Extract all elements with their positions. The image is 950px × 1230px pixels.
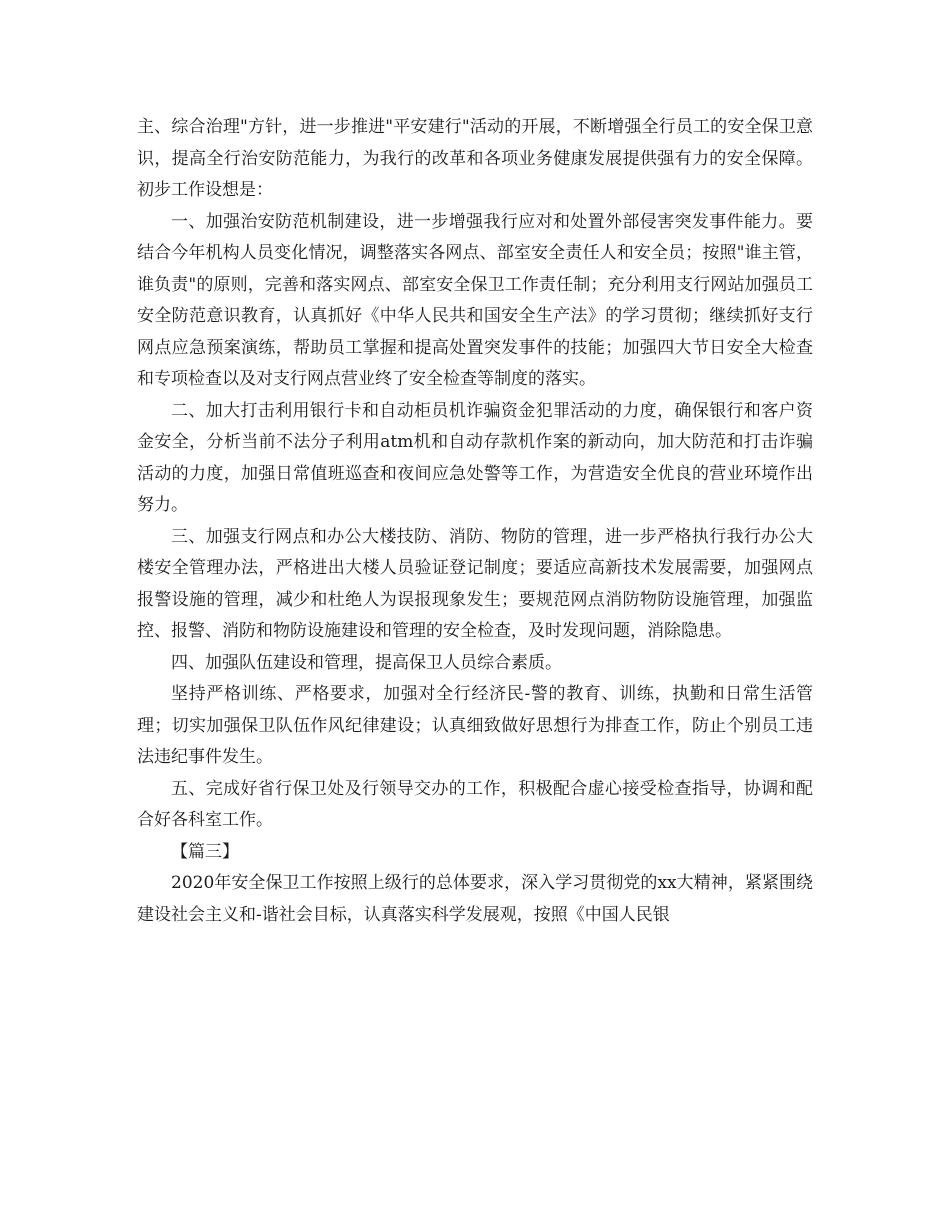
paragraph-item-2: 二、加大打击利用银行卡和自动柜员机诈骗资金犯罪活动的力度，确保银行和客户资金安全，分析当前不法分子利用atm机和自动存款机作案的新动向，加大防范和打击诈骗活动的力度，加强日常值班巡查和夜间应急处警等工作，为营造安全优良的营业环境作出努力。: [137, 400, 813, 515]
paragraph-item-5: 五、完成好省行保卫处及行领导交办的工作，积极配合虚心接受检查指导，协调和配合好各科室工作。: [137, 778, 813, 830]
paragraph-item-1: 一、加强治安防范机制建设，进一步增强我行应对和处置外部侵害突发事件能力。要结合今年机构人员变化情况，调整落实各网点、部室安全责任人和安全员；按照"谁主管，谁负责"的原则，完善和落实网点、部室安全保卫工作责任制；充分利用支行网站加强员工安全防范意识教育，认真抓好《中华人民共和国安全生产法》的学习贯彻；继续抓好支行网点应急预案演练，帮助员工掌握和提高处置突发事件的技能；加强四大节日安全大检查和专项检查以及对支行网点营业终了安全检查等制度的落实。: [137, 211, 813, 389]
section-heading-part-three: 【篇三】: [171, 841, 239, 862]
paragraph-part-three-intro: 2020年安全保卫工作按照上级行的总体要求，深入学习贯彻党的xx大精神，紧紧围绕建设社会主义和-谐社会目标，认真落实科学发展观，按照《中国人民银: [137, 873, 813, 925]
document-body: [137, 112, 813, 931]
paragraph-intro-continuation: 主、综合治理"方针，进一步推进"平安建行"活动的开展，不断增强全行员工的安全保卫意识，提高全行治安防范能力，为我行的改革和各项业务健康发展提供强有力的安全保障。初步工作设想是：: [137, 117, 813, 200]
paragraph-item-3: 三、加强支行网点和办公大楼技防、消防、物防的管理，进一步严格执行我行办公大楼安全管理办法，严格进出大楼人员验证登记制度；要适应高新技术发展需要，加强网点报警设施的管理，减少和杜绝人为误报现象发生；要规范网点消防物防设施管理，加强监控、报警、消防和物防设施建设和管理的安全检查，及时发现问题，消除隐患。: [137, 526, 813, 641]
paragraph-item-4: 四、加强队伍建设和管理，提高保卫人员综合素质。: [171, 652, 562, 673]
paragraph-item-4-detail: 坚持严格训练、严格要求，加强对全行经济民-警的教育、训练，执勤和日常生活管理；切实加强保卫队伍作风纪律建设；认真细致做好思想行为排查工作，防止个别员工违法违纪事件发生。: [137, 684, 813, 767]
